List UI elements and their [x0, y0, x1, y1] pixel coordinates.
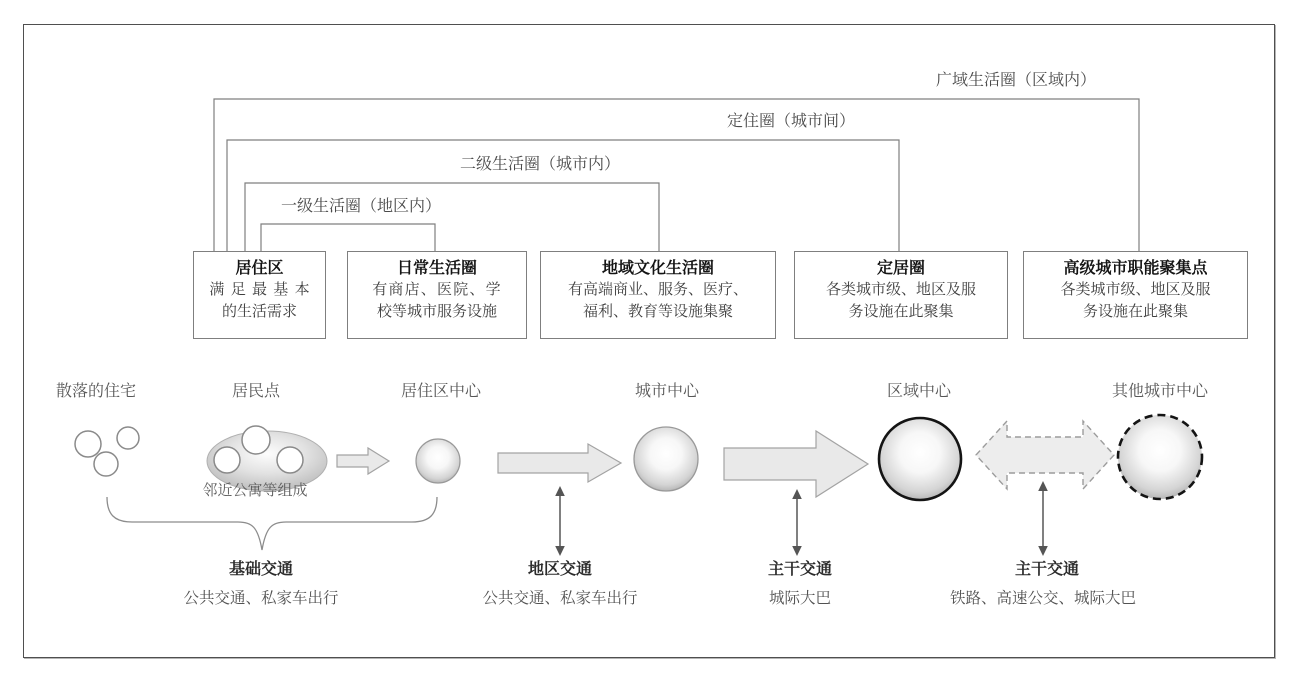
block-arrow-small-icon: [337, 448, 389, 474]
residential-center-circle: [416, 439, 460, 483]
box-regional-culture-circle: [540, 251, 776, 339]
box-text-line: 各类城市级、地区及服: [1060, 281, 1211, 298]
node-label-scattered-houses: 散落的住宅: [55, 383, 137, 400]
node-label-residential-center: 居住区中心: [400, 383, 482, 400]
city-center-circle: [634, 427, 698, 491]
box-title: 地域文化生活圈: [601, 260, 714, 277]
vertical-arrow-trunk-1: [792, 489, 802, 556]
box-text-line: 有高端商业、服务、医疗、: [567, 281, 748, 298]
bracket-lines: [214, 99, 1139, 251]
other-city-center-circle: [1118, 415, 1202, 499]
scattered-houses-icon: [75, 427, 139, 476]
box-text-line: 有商店、医院、学: [372, 281, 502, 298]
transport-detail-district: 公共交通、私家车出行: [482, 590, 638, 607]
bracket-label-wide-area: 广域生活圈（区域内）: [935, 72, 1097, 89]
residents-point-sublabel: 邻近公寓等组成: [202, 482, 308, 499]
bracket-wide-area: [214, 99, 1139, 251]
box-text-line: 满足最基本: [209, 281, 316, 298]
transport-detail-trunk-2: 铁路、高速公交、城际大巴: [949, 590, 1137, 607]
block-arrow-2-icon: [724, 431, 868, 497]
bracket-label-secondary: 二级生活圈（城市内）: [459, 156, 621, 173]
transport-title-basic: 基础交通: [228, 561, 294, 578]
box-daily-life-circle: [347, 251, 527, 339]
box-title: 定居圈: [876, 260, 925, 277]
box-text-line: 务设施在此聚集: [848, 303, 954, 320]
transport-title-trunk-1: 主干交通: [767, 561, 833, 578]
bracket-primary: [261, 224, 435, 251]
box-title: 高级城市职能聚集点: [1063, 260, 1208, 277]
node-label-other-city-center: 其他城市中心: [1111, 383, 1209, 400]
node-label-city-center: 城市中心: [634, 383, 700, 400]
box-residential-area: [193, 251, 326, 339]
vertical-arrow-district: [555, 486, 565, 556]
bracket-secondary: [245, 183, 659, 251]
box-text-line: 务设施在此聚集: [1082, 303, 1188, 320]
transport-detail-basic: 公共交通、私家车出行: [183, 590, 339, 607]
transport-title-trunk-2: 主干交通: [1014, 561, 1080, 578]
bracket-label-primary: 一级生活圈（地区内）: [280, 198, 442, 215]
node-label-regional-center: 区域中心: [886, 383, 952, 400]
box-high-level-function-node: [1023, 251, 1248, 339]
box-text-line: 校等城市服务设施: [376, 303, 497, 320]
regional-center-circle: [879, 418, 961, 500]
box-text-line: 的生活需求: [221, 303, 297, 320]
box-title: 居住区: [235, 260, 284, 277]
box-title: 日常生活圈: [396, 260, 477, 277]
vertical-arrows: [555, 481, 1048, 556]
box-settlement-circle: [794, 251, 1008, 339]
transport-title-district: 地区交通: [527, 561, 593, 578]
brace-basic-transport: [107, 497, 437, 550]
box-text-line: 福利、教育等设施集聚: [582, 303, 733, 320]
bracket-label-settlement: 定住圈（城市间）: [726, 113, 856, 130]
transport-detail-trunk-1: 城际大巴: [768, 590, 832, 607]
vertical-arrow-trunk-2: [1038, 481, 1048, 556]
block-arrow-1-icon: [498, 444, 621, 482]
dashed-double-arrow-icon: [976, 421, 1114, 489]
node-label-residents-point: 居民点: [231, 383, 281, 400]
box-text-line: 各类城市级、地区及服: [825, 281, 976, 298]
